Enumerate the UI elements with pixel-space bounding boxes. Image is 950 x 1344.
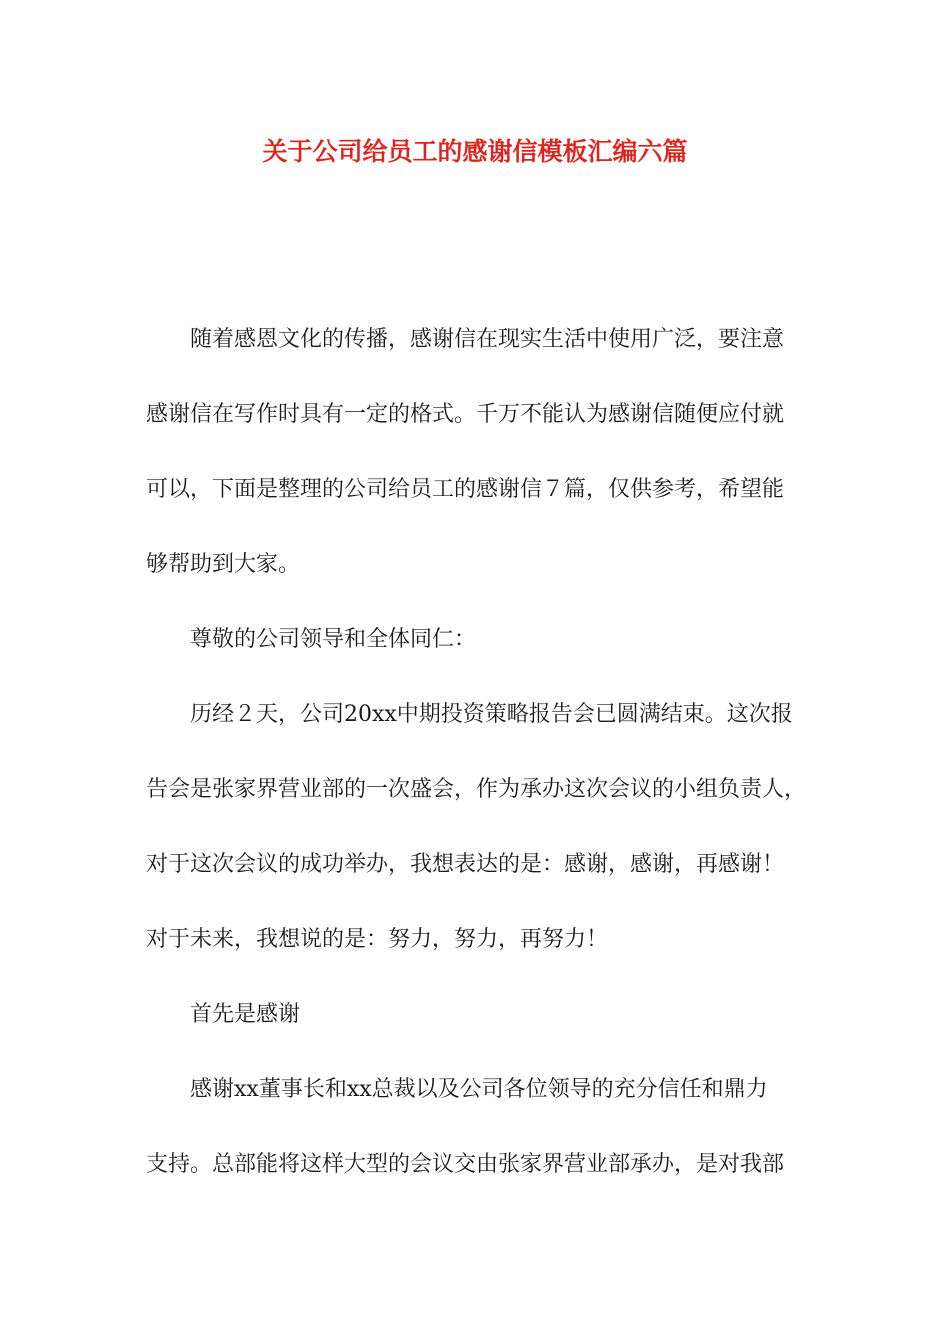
salutation-line: 尊敬的公司领导和全体同仁： xyxy=(190,627,477,652)
paragraph-line: 告会是张家界营业部的一次盛会，作为承办这次会议的小组负责人， xyxy=(146,777,807,802)
paragraph-line: 感谢xx董事长和xx总裁以及公司各位领导的充分信任和鼎力 xyxy=(190,1077,768,1102)
paragraph-line: 历经２天，公司20xx中期投资策略报告会已圆满结束。这次报 xyxy=(190,702,793,727)
paragraph-line: 对于这次会议的成功举办，我想表达的是：感谢，感谢，再感谢！ xyxy=(146,852,785,877)
document-body xyxy=(146,318,816,1218)
paragraph-line: 支持。总部能将这样大型的会议交由张家界营业部承办，是对我部 xyxy=(146,1152,785,1177)
section-heading: 首先是感谢 xyxy=(190,1002,301,1027)
paragraph-line: 对于未来，我想说的是：努力，努力，再努力！ xyxy=(146,927,609,952)
paragraph-line: 随着感恩文化的传播，感谢信在现实生活中使用广泛，要注意 xyxy=(190,327,785,352)
paragraph-line: 够帮助到大家。 xyxy=(146,552,301,577)
paragraph-line: 感谢信在写作时具有一定的格式。千万不能认为感谢信随便应付就 xyxy=(146,402,785,427)
document-title: 关于公司给员工的感谢信模板汇编六篇 xyxy=(262,137,688,166)
paragraph-line: 可以，下面是整理的公司给员工的感谢信７篇，仅供参考，希望能 xyxy=(146,477,785,502)
